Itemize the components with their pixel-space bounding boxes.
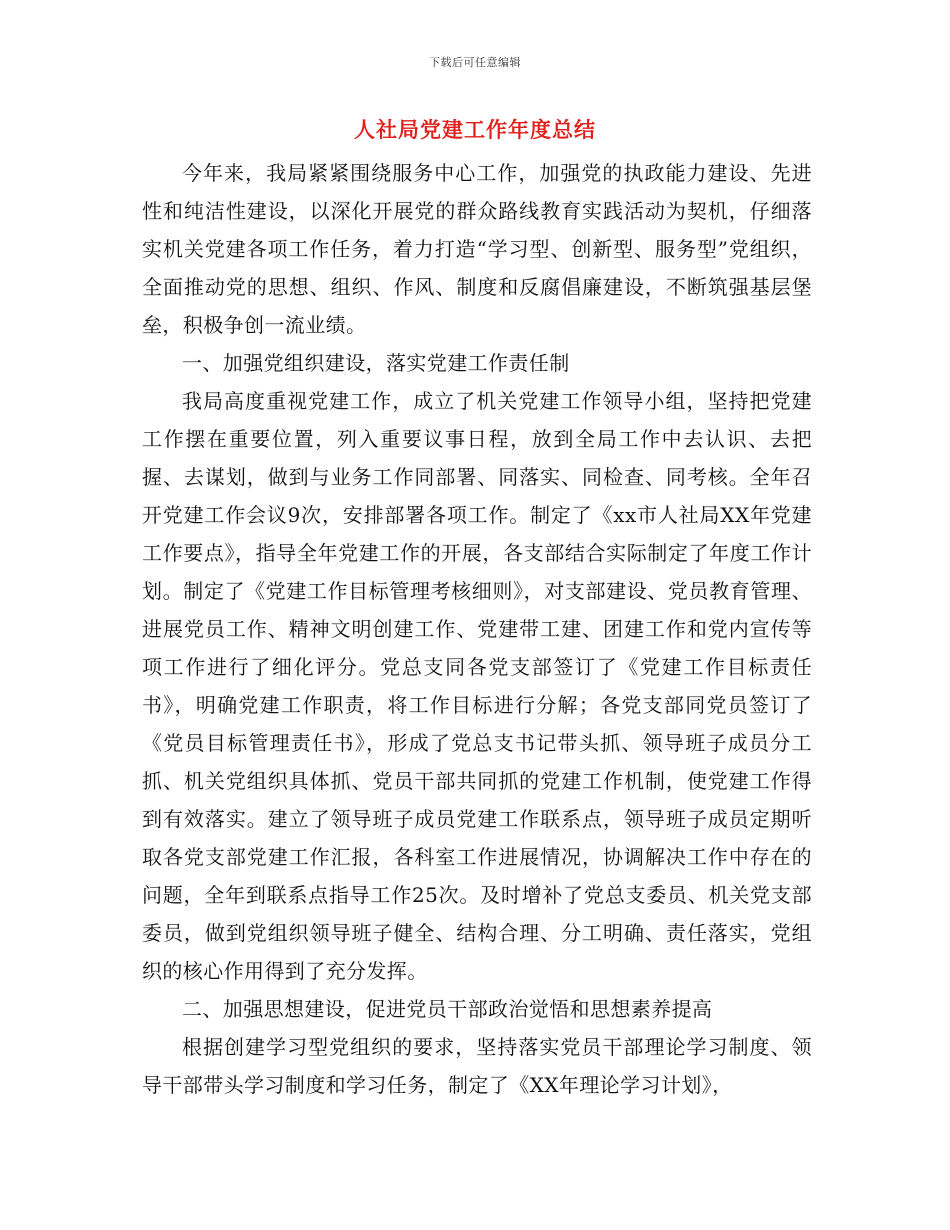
intro-paragraph: 今年来，我局紧紧围绕服务中心工作，加强党的执政能力建设、先进性和纯洁性建设，以深化开展党的群众路线教育实践活动为契机，仔细落实机关党建各项工作任务，着力打造“学习型、创新型、服务型”党组织，全面推动党的思想、组织、作风、制度和反腐倡廉建设，不断筑强基层堡垒，积极争创一流业绩。 [142, 161, 812, 337]
section-2-paragraph: 根据创建学习型党组织的要求，坚持落实党员干部理论学习制度、领导干部带头学习制度和学习任务，制定了《XX年理论学习计划》， [142, 1035, 812, 1097]
document-title: 人社局党建工作年度总结 [354, 117, 596, 142]
section-1-paragraph: 我局高度重视党建工作，成立了机关党建工作领导小组，坚持把党建工作摆在重要位置，列入重要议事日程，放到全局工作中去认识、去把握、去谋划，做到与业务工作同部署、同落实、同检查、同考核。全年召开党建工作会议9次，安排部署各项工作。制定了《xx市人社局XX年党建工作要点》，指导全年党建工作的开展，各支部结合实际制定了年度工作计划。制定了《党建工作目标管理考核细则》，对支部建设、党员教育管理、进展党员工作、精神文明创建工作、党建带工建、团建工作和党内宣传等项工作进行了细化评分。党总支同各党支部签订了《党建工作目标责任书》，明确党建工作职责，将工作目标进行分解；各党支部同党员签订了《党员目标管理责任书》，形成了党总支书记带头抓、领导班子成员分工抓、机关党组织具体抓、党员干部共同抓的党建工作机制，使党建工作得到有效落实。建立了领导班子成员党建工作联系点，领导班子成员定期听取各党支部党建工作汇报，各科室工作进展情况，协调解决工作中存在的问题，全年到联系点指导工作25次。及时增补了党总支委员、机关党支部委员，做到党组织领导班子健全、结构合理、分工明确、责任落实，党组织的核心作用得到了充分发挥。 [142, 389, 812, 983]
header-note: 下载后可任意编辑 [429, 56, 521, 69]
section-1-heading: 一、加强党组织建设，落实党建工作责任制 [182, 351, 570, 375]
section-2-heading: 二、加强思想建设，促进党员干部政治觉悟和思想素养提高 [182, 997, 713, 1021]
document-body [142, 154, 812, 1104]
